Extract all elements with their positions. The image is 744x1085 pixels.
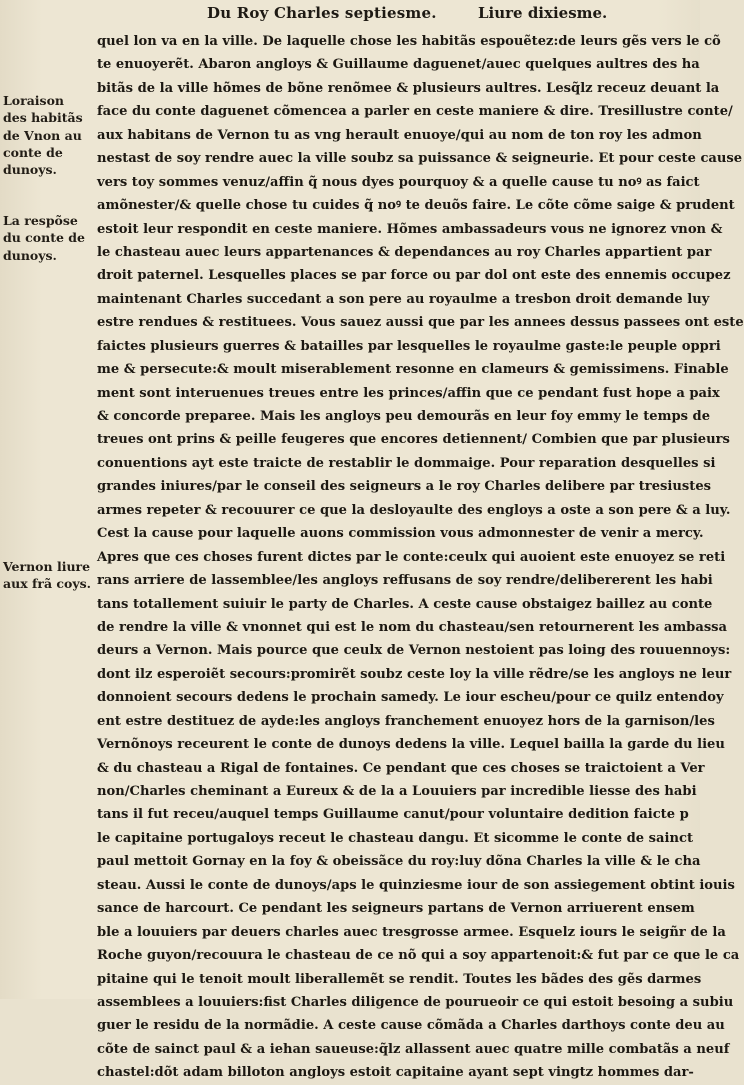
text-line: estoit leur respondit en ceste maniere. Hõmes ambassadeurs vous ne ignorez vnon & (97, 221, 723, 237)
text-line: sance de harcourt. Ce pendant les seigneurs partans de Vernon arriuerent ensem (97, 901, 695, 917)
text-line: armes repeter & recouurer ce que la desloyaulte des engloys a oste a son pere & a luy. (97, 502, 731, 518)
text-line: deurs a Vernon. Mais pource que ceulx de Vernon nestoient pas loing des rouuennoys: (97, 643, 731, 659)
text-line: droit paternel. Lesquelles places se par force ou par dol ont este des ennemis occupez (97, 268, 731, 284)
text-line: donnoient secours dedens le prochain samedy. Le iour escheu/pour ce quilz entendoy (97, 690, 724, 706)
text-line: & du chasteau a Rigal de fontaines. Ce pendant que ces choses se traictoient a Ver (97, 760, 705, 776)
running-header (0, 4, 700, 30)
text-line: le chasteau auec leurs appartenances & dependances au roy Charles appartient par (97, 244, 712, 260)
text-line: tans il fut receu/auquel temps Guillaume canut/pour voluntaire dedition faicte p (97, 807, 689, 823)
text-line: Cest la cause pour laquelle auons commission vous admonnester de venir a mercy. (97, 526, 704, 542)
margin-note-response: La respõse du conte de dunoys. (3, 213, 85, 263)
margin-note-vernon: Vernon liure aux frã coys. (3, 559, 92, 592)
text-line: dont ilz esperoiẽt secours:promirẽt soubz ceste loy la ville rẽdre/se les angloys ne leur (97, 666, 732, 682)
text-line: rans arriere de lassemblee/les angloys reffusans de soy rendre/delibererent les habi (97, 573, 713, 589)
text-line: le capitaine portugaloys receut le chasteau dangu. Et sicomme le conte de sainct (97, 830, 694, 846)
text-line: pitaine qui le tenoit moult liberallemẽt se rendit. Toutes les bãdes des gẽs darmes (97, 971, 702, 987)
text-line: face du conte daguenet cõmencea a parler en ceste maniere & dire. Tresillustre conte/ (97, 104, 733, 120)
margin-note-oration: Loraison des habitãs de Vnon au conte de dunoys. (3, 93, 83, 178)
text-line: treues ont prins & peille feugeres que encores detiennent/ Combien que par plusieurs (97, 432, 730, 448)
text-line: estre rendues & restituees. Vous sauez aussi que par les annees dessus passees ont este (97, 315, 744, 331)
text-line: grandes iniures/par le conseil des seigneurs a le roy Charles delibere par tresiustes (97, 479, 712, 495)
text-line: amõnester/& quelle chose tu cuides q̃ noꝰ te deuõs faire. Le cõte cõme saige & prudent (97, 198, 735, 214)
text-line: & concorde preparee. Mais les angloys peu demourãs en leur foy emmy le temps de (97, 409, 711, 424)
text-line: nestast de soy rendre auec la ville soubz sa puissance & seigneurie. Et pour ceste cause (97, 151, 743, 167)
text-line: bitãs de la ville hõmes de bõne renõmee & plusieurs aultres. Lesq̃lz receuz deuant la (97, 80, 720, 96)
text-line: Apres que ces choses furent dictes par le conte:ceulx qui auoient este enuoyez se reti (97, 549, 726, 565)
text-line: chastel:dõt adam billoton angloys estoit capitaine ayant sept vingtz hommes dar- (97, 1065, 694, 1081)
text-line: ent estre destituez de ayde:les angloys franchement enuoyez hors de la garnison/les (97, 713, 715, 729)
running-title: Du Roy Charles septiesme. (207, 4, 437, 22)
text-line: conuentions ayt este traicte de restablir le dommaige. Pour reparation desquelles si (97, 455, 716, 471)
text-line: de rendre la ville & vnonnet qui est le nom du chasteau/sen retournerent les ambassa (97, 619, 728, 635)
text-line: ment sont interuenues treues entre les princes/affin que ce pendant fust hope a paix (97, 385, 720, 401)
text-line: ble a louuiers par deuers charles auec tresgrosse armee. Esquelz iours le seigñr de la (97, 924, 726, 940)
text-line: vers toy sommes venuz/affin q̃ nous dyes pourquoy & a quelle cause tu noꝰ as faict (97, 174, 700, 190)
text-line: me & persecute:& moult miserablement resonne en clameurs & gemissimens. Finable (97, 362, 729, 378)
text-line: faictes plusieurs guerres & batailles par lesquelles le royaulme gaste:le peuple oppri (97, 338, 721, 354)
text-line: te enuoyerẽt. Abaron angloys & Guillaume daguenet/auec quelques aultres des ha (97, 57, 700, 73)
text-line: maintenant Charles succedant a son pere au royaulme a tresbon droit demande luy (97, 291, 710, 307)
body-text (97, 30, 744, 1085)
text-line: cõte de sainct paul & a iehan saueuse:q̃lz allassent auec quatre mille combatãs a neuf (97, 1041, 730, 1057)
text-line: Vernõnoys receurent le conte de dunoys dedens la ville. Lequel bailla la garde du lieu (97, 737, 725, 753)
book-section-title: Liure dixiesme. (478, 4, 608, 22)
text-line: assemblees a louuiers:fist Charles diligence de pourueoir ce qui estoit besoing a subiu (97, 994, 734, 1010)
text-line: steau. Aussi le conte de dunoys/aps le quinziesme iour de son assiegement obtint iouis (97, 877, 735, 893)
text-line: Roche guyon/recouura le chasteau de ce nõ qui a soy appartenoit:& fut par ce que le ca (97, 948, 740, 964)
text-line: guer le residu de la normãdie. A ceste cause cõmãda a Charles darthoys conte deu au (97, 1018, 725, 1034)
text-line: aux habitans de Vernon tu as vng herault enuoye/qui au nom de ton roy les admon (97, 127, 702, 143)
text-line: paul mettoit Gornay en la foy & obeissãce du roy:luy dõna Charles la ville & le cha (97, 854, 701, 870)
text-line: non/Charles cheminant a Eureux & de la a Louuiers par incredible liesse des habi (97, 784, 697, 799)
text-line: quel lon va en la ville. De laquelle chose les habitãs espouẽtez:de leurs gẽs vers le cõ (97, 34, 721, 49)
text-line: tans totallement suiuir le party de Charles. A ceste cause obstaigez baillez au conte (97, 596, 713, 612)
